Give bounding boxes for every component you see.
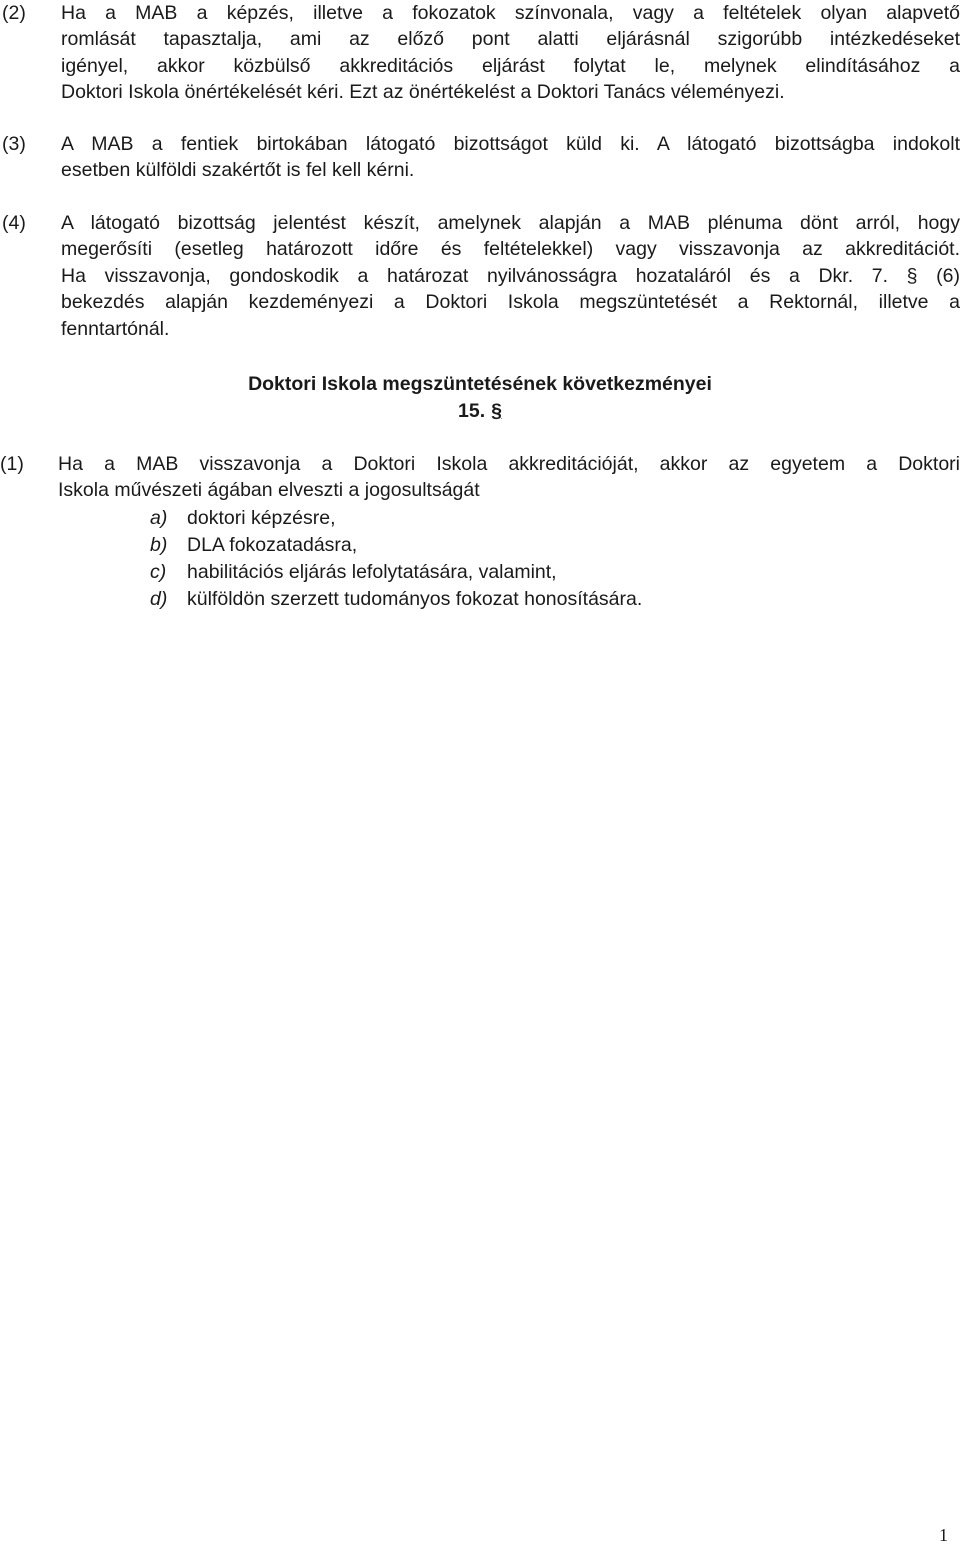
list-item-text: külföldön szerzett tudományos fokozat honosítására. [187, 588, 643, 610]
paragraph-number: (2) [2, 2, 26, 24]
text-line: Iskola művészeti ágában elveszti a jogosultságát [58, 479, 480, 502]
text-line: megerősíti (esetleg határozott időre és feltételekkel) vagy visszavonja az akkreditációt. [61, 238, 960, 261]
text-line: Ha a MAB visszavonja a Doktori Iskola akkreditációját, akkor az egyetem a Doktori [58, 453, 960, 475]
text-line: fenntartónál. [61, 317, 170, 340]
list-marker: b) [150, 534, 168, 556]
paragraph-body [61, 131, 960, 184]
text-line: romlását tapasztalja, ami az előző pont alatti eljárásnál szigorúbb intézkedéseket [61, 28, 960, 51]
list-marker: d) [150, 588, 168, 610]
list-item-text: DLA fokozatadásra, [187, 534, 358, 556]
text-line: Ha visszavonja, gondoskodik a határozat nyilvánosságra hozataláról és a Dkr. 7. § (6) [61, 264, 960, 287]
list-item-text: doktori képzésre, [187, 507, 336, 529]
text-line: Ha a MAB a képzés, illetve a fokozatok színvonala, vagy a feltételek olyan alapvető [61, 2, 960, 24]
paragraph-body [58, 451, 960, 504]
section-number [0, 398, 960, 424]
list-item [150, 559, 642, 586]
text-line: Doktori Iskola önértékelését kéri. Ezt az önértékelést a Doktori Tanács véleményezi. [61, 81, 785, 104]
section-sign: § [491, 400, 502, 422]
text-line: bekezdés alapján kezdeményezi a Doktori Iskola megszüntetését a Rektornál, illetve a [61, 291, 960, 314]
text-line: igényel, akkor közbülső akkreditációs eljárást folytat le, melynek elindításához a [61, 54, 960, 77]
paragraph-body [61, 0, 960, 106]
paragraph-number: (3) [2, 133, 26, 155]
section-title: Doktori Iskola megszüntetésének következményei [248, 373, 712, 395]
list-item-text: habilitációs eljárás lefolytatására, valamint, [187, 561, 557, 583]
list-item [150, 586, 642, 613]
list-marker: a) [150, 507, 168, 529]
text-line: A látogató bizottság jelentést készít, amelynek alapján a MAB plénuma dönt arról, hogy [61, 212, 960, 234]
paragraph-number: (1) [0, 453, 24, 475]
paragraph-number: (4) [2, 212, 26, 234]
enumerated-list [150, 505, 642, 613]
text-line: esetben külföldi szakértőt is fel kell kérni. [61, 159, 415, 182]
paragraph-body [61, 210, 960, 342]
page-number: 1 [939, 1525, 948, 1545]
list-item [150, 532, 642, 559]
text-line: A MAB a fentiek birtokában látogató bizottságot küld ki. A látogató bizottságba indokolt [61, 133, 960, 155]
list-item [150, 505, 642, 532]
list-marker: c) [150, 561, 167, 583]
section-number-text: 15. [458, 400, 486, 422]
